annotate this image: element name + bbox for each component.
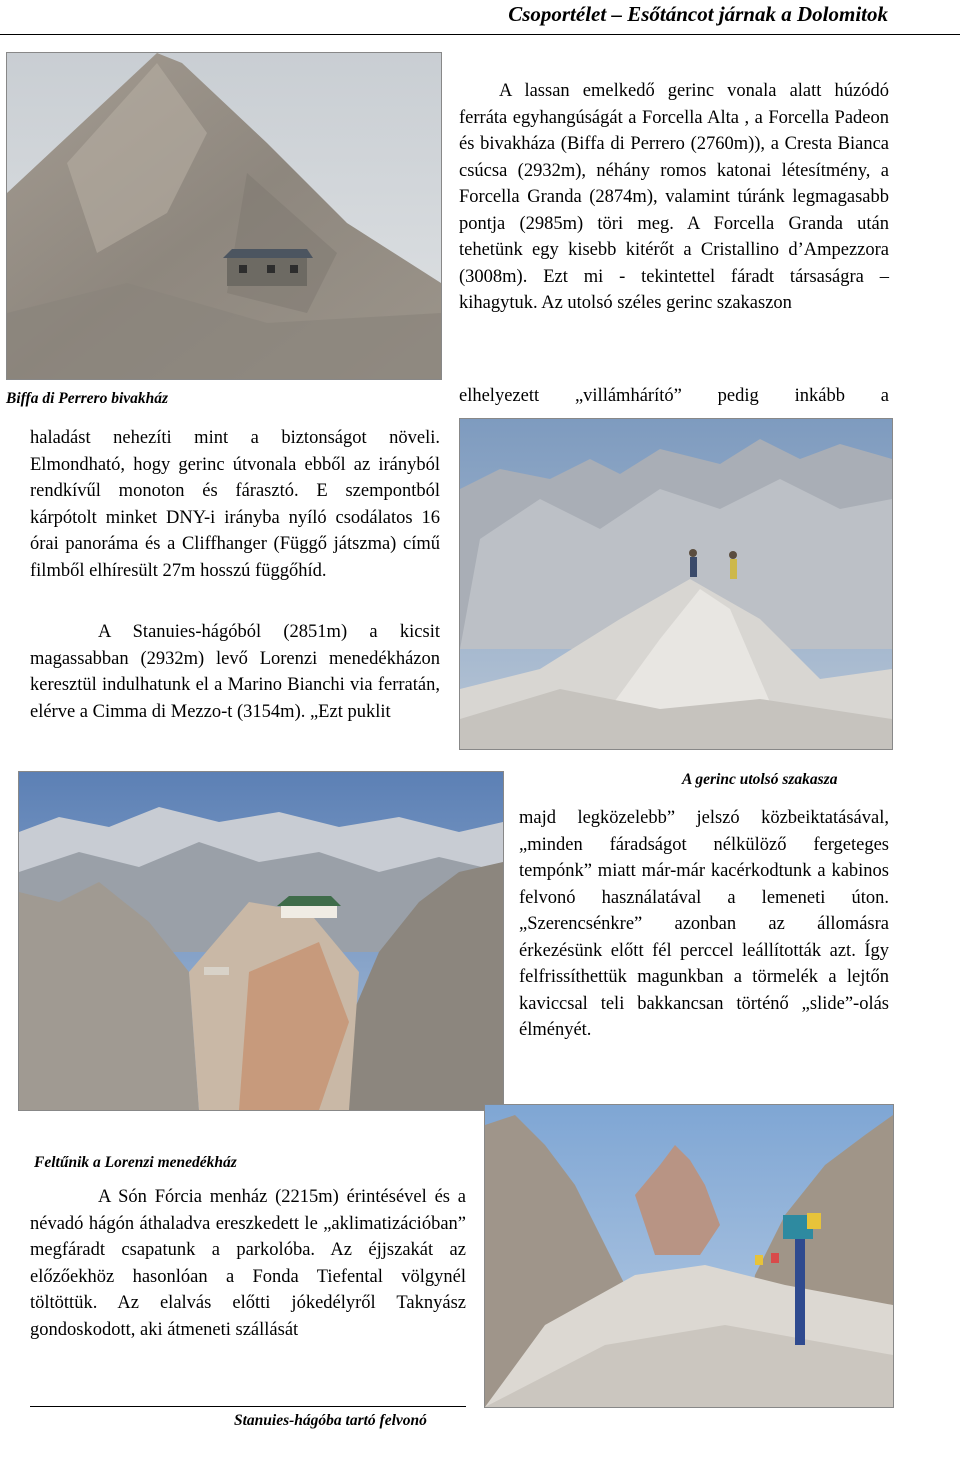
bivouac-photo — [6, 52, 442, 380]
paragraph-5: A Són Fórcia menház (2215m) érintésével és a névadó hágón áthaladva ereszkedett le „aklimatizációban” megfáradt csapatunk a parkolóba. Az éjjszakát az előzőekhöz hasonlóan a Fonda Tiefental völgynél töltöttük. Az elalvás előtti jókedélyről Taknyász gondoskodott, aki átmeneti szállását — [30, 1187, 466, 1340]
ridge-caption: A gerinc utolsó szakasza — [682, 771, 838, 788]
paragraph-3: A Stanuies-hágóból (2851m) a kicsit magassabban (2932m) levő Lorenzi menedékházon keresztül indulhatunk el a Marino Bianchi via ferratán, elérve a Cimma di Mezzo-t (3154m). „Ezt puklit — [30, 622, 440, 722]
ridge-photo — [459, 418, 893, 750]
bottom-rule — [30, 1406, 466, 1407]
bivouac-caption: Biffa di Perrero bivakház — [6, 390, 169, 407]
page-header: Csoportélet – Esőtáncot járnak a Dolomitok — [508, 2, 888, 26]
lift-photo — [484, 1104, 894, 1408]
lorenzi-caption: Feltűnik a Lorenzi menedékház — [34, 1154, 237, 1171]
lift-caption: Stanuies-hágóba tartó felvonó — [234, 1412, 427, 1429]
header-rule — [0, 34, 960, 35]
paragraph-4: majd legközelebb” jelszó közbeiktatásával, „minden fáradságot nélkülöző fergeteges tempónk” miatt már-már kacérkodtunk a kabinos felvonó használatával a lemeneti úton. „Szerencsénkre” azonban az állomásra érkezésünk előtt fél perccel leállították azt. Így felfrissíthettük magunkban a törmelék a lejtőn kaviccsal teli bakkancsan történő „slide”-olás élményét. — [519, 808, 889, 1040]
paragraph-1-continued: elhelyezett „villámhárító” pedig inkább a — [459, 386, 889, 406]
lorenzi-photo — [18, 771, 504, 1111]
paragraph-2: haladást nehezíti mint a biztonságot növeli. Elmondható, hogy gerinc útvonala ebből az irányból rendkívűl monoton és fárasztó. E szempontból kárpótolt minket DNY-i irányba nyíló csodálatos 16 órai panoráma és a Cliffhanger (Függő játszma) című filmből elhíresült 27m hosszú függőhíd. — [30, 428, 440, 581]
paragraph-1: A lassan emelkedő gerinc vonala alatt húzódó ferráta egyhangúságát a Forcella Alta , a Forcella Padeon és bivakháza (Biffa di Perrero (2760m)), a Cresta Bianca csúcsa (2932m), néhány romos katonai létesítmény, a Forcella Granda (2874m), valamint túránk legmagasabb pontja (2985m) töri meg. A Forcella Granda után tehetünk egy kisebb kitérőt a Cristallino d’Ampezzora (3008m). Ezt mi - tekintettel fáradt társaságra – kihagytuk. Az utolsó széles gerinc szakaszon — [459, 81, 889, 313]
